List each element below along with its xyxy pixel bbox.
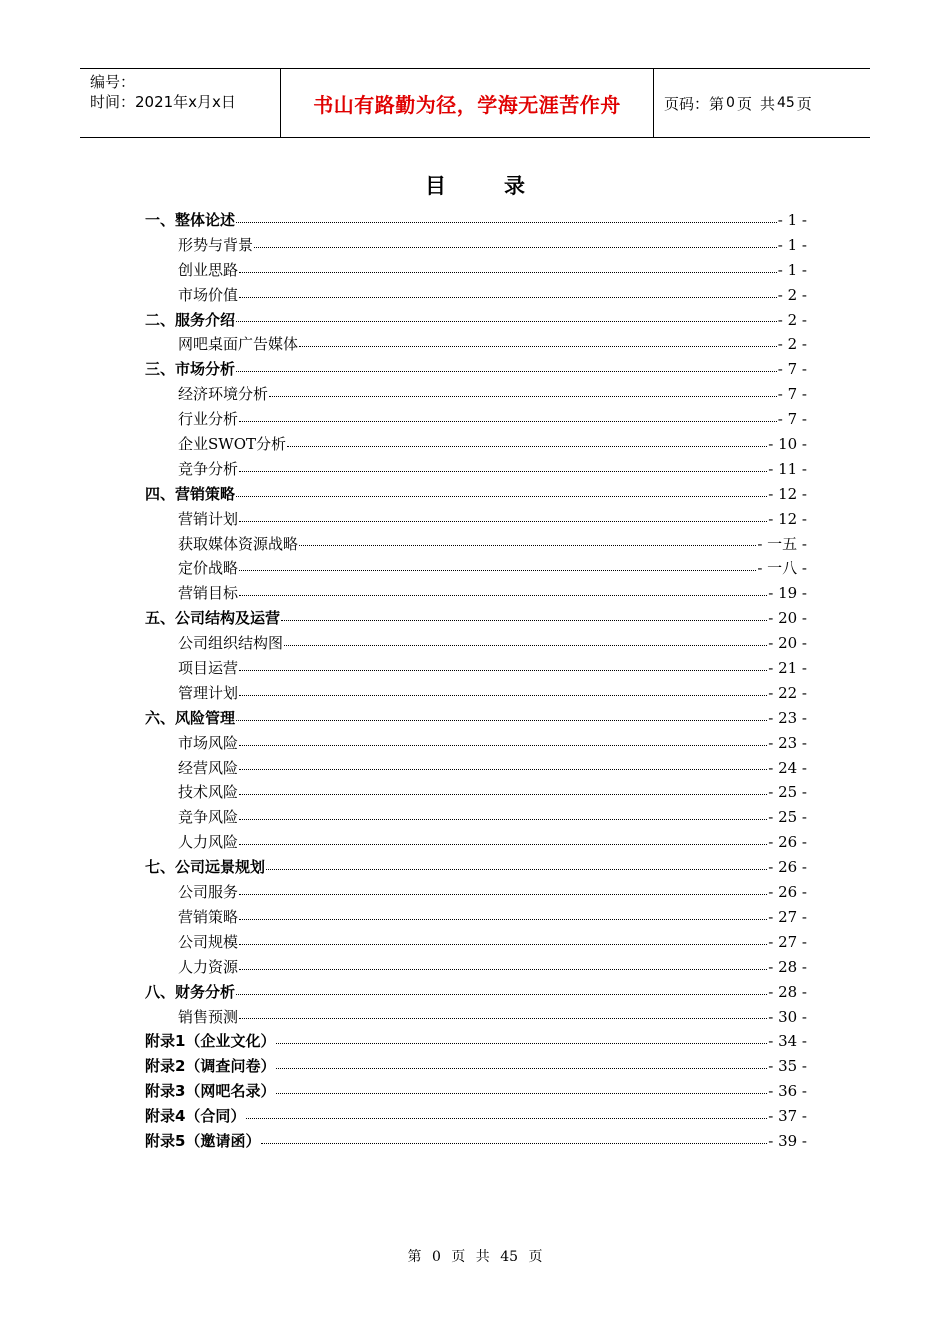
toc-entry[interactable]	[145, 805, 807, 830]
toc-leader-dots	[236, 719, 767, 721]
toc-leader-dots	[239, 569, 756, 571]
toc-leader-dots	[239, 520, 767, 522]
toc-entry-page: - 23 -	[768, 733, 807, 752]
toc-entry[interactable]	[145, 332, 807, 357]
toc-entry-page: - 1 -	[777, 260, 807, 279]
header-page-info	[654, 69, 870, 137]
toc-title	[0, 170, 950, 200]
toc-entry-label: 一、整体论述	[145, 211, 236, 229]
header-meta-cell	[80, 69, 281, 137]
toc-entry-label: 四、营销策略	[145, 484, 236, 503]
toc-entry[interactable]	[145, 283, 807, 308]
toc-entry[interactable]	[145, 457, 807, 482]
toc-entry[interactable]	[145, 357, 807, 382]
toc-entry-label: 经营风险	[178, 758, 239, 777]
toc-entry[interactable]	[145, 1029, 807, 1054]
toc-leader-dots	[299, 544, 756, 546]
toc-entry-label: 市场价值	[178, 285, 239, 304]
document-header	[80, 68, 870, 138]
toc-entry-page: - 7 -	[777, 360, 807, 379]
toc-entry-label: 附录1（企业文化）	[145, 1032, 276, 1051]
header-number-label: 编号：	[90, 73, 136, 91]
toc-entry-label: 经济环境分析	[178, 385, 269, 404]
toc-entry[interactable]	[145, 308, 807, 333]
toc-entry-label: 网吧桌面广告媒体	[178, 335, 299, 354]
toc-entry-page: - 23 -	[768, 708, 807, 727]
toc-title-char-1: 目	[425, 174, 446, 198]
toc-entry[interactable]	[145, 532, 807, 557]
toc-entry[interactable]	[145, 407, 807, 432]
toc-entry[interactable]	[145, 830, 807, 855]
toc-leader-dots	[239, 793, 767, 795]
toc-entry-page: - 1 -	[777, 211, 807, 229]
page-footer: 第 0 页 共 45 页	[407, 1249, 543, 1265]
toc-leader-dots	[276, 1042, 767, 1044]
toc-leader-dots	[239, 918, 767, 920]
toc-leader-dots	[266, 868, 767, 870]
toc-entry[interactable]	[145, 507, 807, 532]
toc-entry[interactable]	[145, 1129, 807, 1154]
toc-entry[interactable]	[145, 1005, 807, 1030]
toc-entry-label: 销售预测	[178, 1007, 239, 1026]
toc-entry-label: 企业SWOT分析	[178, 435, 286, 454]
header-page-end: 页	[796, 94, 812, 113]
toc-entry[interactable]	[145, 258, 807, 283]
toc-leader-dots	[236, 993, 767, 995]
toc-leader-dots	[254, 246, 777, 248]
toc-entry-page: - 27 -	[768, 907, 807, 926]
toc-entry-page: - 39 -	[768, 1131, 807, 1150]
toc-entry[interactable]	[145, 556, 807, 581]
toc-entry[interactable]	[145, 706, 807, 731]
toc-entry-label: 公司服务	[178, 883, 239, 902]
toc-leader-dots	[236, 495, 767, 497]
toc-entry[interactable]	[145, 606, 807, 631]
toc-entry-label: 营销目标	[178, 584, 239, 603]
header-time-label: 时间：2021年x月x日	[90, 93, 236, 111]
toc-leader-dots	[299, 345, 777, 347]
toc-leader-dots	[276, 1067, 767, 1069]
toc-leader-dots	[246, 1117, 767, 1119]
toc-leader-dots	[239, 893, 767, 895]
toc-entry-label: 竞争分析	[178, 459, 239, 478]
toc-entry-page: - 25 -	[768, 783, 807, 802]
toc-entry-page: - 10 -	[768, 435, 807, 454]
toc-entry-page: - 27 -	[768, 932, 807, 951]
toc-entry-page: - 36 -	[768, 1082, 807, 1101]
toc-entry-page: - 22 -	[768, 683, 807, 702]
toc-leader-dots	[236, 320, 777, 322]
toc-leader-dots	[261, 1142, 767, 1144]
toc-entry-label: 八、财务分析	[145, 982, 236, 1001]
toc-entry-page: - 20 -	[768, 634, 807, 653]
toc-entry-page: - 2 -	[777, 310, 807, 329]
toc-entry-page: - 26 -	[768, 858, 807, 877]
toc-title-char-2: 录	[504, 174, 525, 198]
toc-leader-dots	[239, 818, 767, 820]
toc-entry[interactable]	[145, 1079, 807, 1104]
toc-entry-page: - 2 -	[777, 335, 807, 354]
toc-entry-page: - 25 -	[768, 808, 807, 827]
toc-entry-label: 定价战略	[178, 559, 239, 578]
header-motto: 书山有路勤为径，学海无涯苦作舟	[281, 69, 654, 137]
toc-entry-page: - 12 -	[768, 509, 807, 528]
toc-entry-page: - 一五 -	[757, 534, 807, 553]
toc-entry[interactable]	[145, 731, 807, 756]
header-page-total: 45	[776, 95, 795, 111]
toc-entry[interactable]	[145, 880, 807, 905]
toc-entry-page: - 24 -	[768, 758, 807, 777]
toc-leader-dots	[239, 669, 767, 671]
toc-entry-page: - 21 -	[768, 659, 807, 678]
toc-entry-label: 附录4（合同）	[145, 1107, 246, 1126]
toc-leader-dots	[236, 221, 777, 223]
toc-entry-label: 六、风险管理	[145, 708, 236, 727]
toc-entry-page: - 37 -	[768, 1107, 807, 1126]
toc-entry-label: 管理计划	[178, 683, 239, 702]
toc-entry[interactable]	[145, 581, 807, 606]
toc-entry-label: 人力资源	[178, 957, 239, 976]
toc-entry[interactable]	[145, 208, 807, 233]
toc-entry-label: 附录2（调查问卷）	[145, 1057, 276, 1076]
toc-leader-dots	[239, 943, 767, 945]
toc-entry-label: 技术风险	[178, 783, 239, 802]
toc-entry-page: - 2 -	[777, 285, 807, 304]
table-of-contents	[145, 208, 807, 1154]
toc-leader-dots	[239, 768, 767, 770]
toc-leader-dots	[239, 843, 767, 845]
toc-entry[interactable]	[145, 233, 807, 258]
toc-leader-dots	[239, 594, 767, 596]
toc-leader-dots	[281, 619, 767, 621]
toc-leader-dots	[239, 968, 767, 970]
toc-entry[interactable]	[145, 930, 807, 955]
toc-entry[interactable]	[145, 980, 807, 1005]
toc-entry-page: - 28 -	[768, 957, 807, 976]
toc-entry-page: - 20 -	[768, 609, 807, 628]
toc-leader-dots	[239, 694, 767, 696]
header-page-mid: 页	[736, 94, 752, 113]
toc-leader-dots	[239, 420, 777, 422]
toc-leader-dots	[239, 296, 777, 298]
toc-entry-page: - 12 -	[768, 484, 807, 503]
header-page-current: 0	[726, 95, 735, 111]
toc-entry-page: - 一八 -	[757, 559, 807, 578]
toc-entry[interactable]	[145, 656, 807, 681]
toc-entry-page: - 30 -	[768, 1007, 807, 1026]
toc-entry-label: 营销策略	[178, 907, 239, 926]
toc-entry-label: 二、服务介绍	[145, 310, 236, 329]
toc-entry-label: 七、公司远景规划	[145, 858, 266, 877]
toc-leader-dots	[269, 395, 777, 397]
toc-entry-label: 获取媒体资源战略	[178, 534, 299, 553]
toc-entry[interactable]	[145, 955, 807, 980]
toc-entry[interactable]	[145, 905, 807, 930]
toc-leader-dots	[287, 445, 767, 447]
toc-entry-page: - 26 -	[768, 833, 807, 852]
toc-entry[interactable]	[145, 681, 807, 706]
toc-entry-label: 人力风险	[178, 833, 239, 852]
toc-entry[interactable]	[145, 482, 807, 507]
toc-leader-dots	[239, 1017, 767, 1019]
toc-entry[interactable]	[145, 631, 807, 656]
toc-entry-page: - 34 -	[768, 1032, 807, 1051]
toc-entry-page: - 1 -	[777, 235, 807, 254]
toc-entry-label: 五、公司结构及运营	[145, 609, 281, 628]
toc-entry[interactable]	[145, 780, 807, 805]
toc-leader-dots	[239, 744, 767, 746]
toc-entry-label: 附录3（网吧名录）	[145, 1082, 276, 1101]
toc-entry-page: - 11 -	[768, 459, 807, 478]
toc-entry[interactable]	[145, 382, 807, 407]
toc-entry-page: - 19 -	[768, 584, 807, 603]
toc-entry-label: 行业分析	[178, 410, 239, 429]
toc-entry-label: 创业思路	[178, 260, 239, 279]
header-page-label: 页码：第	[664, 94, 725, 113]
toc-entry[interactable]	[145, 855, 807, 880]
toc-entry-page: - 35 -	[768, 1057, 807, 1076]
toc-entry-label: 竞争风险	[178, 808, 239, 827]
toc-entry[interactable]	[145, 432, 807, 457]
toc-entry-page: - 7 -	[777, 385, 807, 404]
toc-entry-label: 公司组织结构图	[178, 634, 284, 653]
toc-entry-label: 形势与背景	[178, 235, 254, 254]
toc-entry-label: 营销计划	[178, 509, 239, 528]
toc-leader-dots	[239, 470, 767, 472]
toc-entry[interactable]	[145, 756, 807, 781]
toc-entry-page: - 7 -	[777, 410, 807, 429]
toc-entry-label: 三、市场分析	[145, 360, 236, 379]
toc-leader-dots	[239, 271, 777, 273]
toc-leader-dots	[284, 644, 767, 646]
toc-entry-page: - 28 -	[768, 982, 807, 1001]
toc-leader-dots	[276, 1092, 767, 1094]
toc-entry[interactable]	[145, 1054, 807, 1079]
toc-entry-label: 市场风险	[178, 733, 239, 752]
toc-entry-page: - 26 -	[768, 883, 807, 902]
toc-entry[interactable]	[145, 1104, 807, 1129]
toc-entry-label: 附录5（邀请函）	[145, 1131, 261, 1150]
toc-leader-dots	[236, 370, 777, 372]
toc-entry-label: 公司规模	[178, 932, 239, 951]
header-page-total-label: 共	[759, 94, 775, 113]
toc-entry-label: 项目运营	[178, 659, 239, 678]
